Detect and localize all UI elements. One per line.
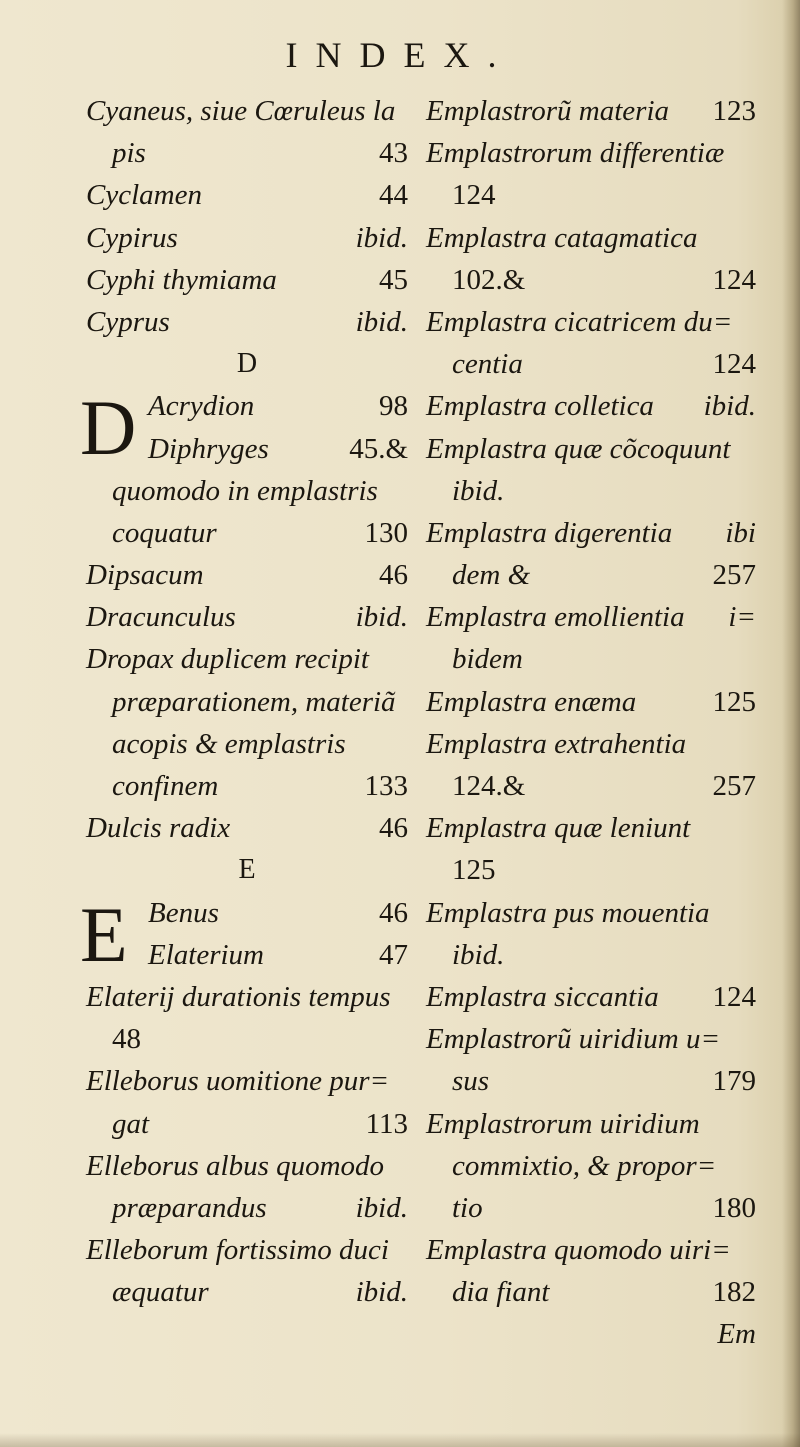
entry-term: Emplastra quomodo uiri= [426,1234,731,1267]
entry-term: ibid. [452,474,505,507]
entry-page: 257 [712,559,756,592]
index-entry [426,1187,756,1229]
entry-term: Emplastra siccantia [426,980,659,1013]
section-heading-e: E [238,854,256,886]
catchword-text: Em [717,1318,756,1351]
entry-term: confinem [112,770,219,802]
entry-term: gat [112,1107,150,1140]
entry-term: ibid. [452,938,505,971]
index-entry [86,976,408,1018]
entry-term: Emplastra cicatricem du= [426,305,733,338]
index-entry [86,259,408,301]
index-entry [86,1229,408,1271]
index-entry [426,892,756,934]
entry-page: 123 [712,95,756,127]
entry-term: dia fiant [452,1276,550,1309]
entry-term: centia [452,348,523,381]
entry-term: Elleborum fortissimo duci [86,1234,389,1267]
entry-page: ibid. [703,390,756,423]
index-entry [86,1103,408,1145]
entry-term: pis [112,137,146,170]
catchword [426,1313,756,1355]
index-entry [426,301,756,343]
entry-term: tio [452,1191,483,1224]
index-entry [86,90,408,132]
index-entry [86,385,408,427]
index-entry [86,638,408,680]
entry-term: 48 [112,1023,141,1056]
index-entry [86,428,408,470]
index-entry [426,428,756,470]
entry-page: 124 [712,980,756,1013]
entry-term: Dulcis radix [86,812,231,845]
index-entry [426,638,756,680]
drop-cap-e: E [80,890,128,978]
index-entry [86,132,408,174]
entry-term: Emplastrorum uiridium [426,1107,700,1140]
index-entry [426,1271,756,1313]
page-header: INDEX. [285,35,515,75]
c-entries [86,90,408,343]
entry-term: Elaterium [148,938,264,971]
index-entry [426,217,756,259]
index-entry [426,554,756,596]
index-entry [426,849,756,891]
entry-page: ibid. [355,1276,408,1309]
entry-term: Emplastra enæma [426,685,637,718]
entry-term: præparationem, materiã [112,685,396,718]
entry-term: Emplastra digerentia [426,516,673,549]
index-entry [426,765,756,807]
e-entries [80,890,408,1314]
entry-term: Emplastra colletica [426,390,654,423]
entry-term: Emplastrorũ materia [426,95,670,127]
entry-page: 46 [379,812,408,845]
entry-page: 46 [379,896,408,929]
index-entry [426,723,756,765]
entry-term: sus [452,1065,490,1098]
entry-page: 130 [364,516,408,549]
entry-term: Diphryges [148,432,269,465]
entry-term: Elaterij durationis tempus [86,980,391,1013]
entry-page: 47 [379,938,408,971]
entry-term: Benus [148,896,219,929]
entry-term: Emplastrorũ uiridium u= [426,1023,721,1056]
entry-term: Dropax duplicem recipit [86,643,369,676]
index-entry [426,934,756,976]
drop-cap-d: D [80,384,137,472]
entry-page: 44 [379,179,408,212]
index-entry [86,174,408,216]
entry-term: coquatur [112,516,217,549]
entry-term: Emplastrorum differentiæ [426,137,725,170]
entry-term: Cyphi thymiama [86,263,277,296]
entry-page: 113 [365,1107,408,1140]
entry-page: ibi [725,516,756,549]
entry-page: 45 [379,263,408,296]
section-heading-d: D [236,348,258,380]
entry-term: commixtio, & propor= [452,1149,717,1182]
entry-term: Emplastra quæ leniunt [426,812,691,845]
entry-term: quomodo in emplastris [112,474,378,507]
entry-page: 124 [712,263,756,296]
entry-page: 133 [364,770,408,802]
index-entry [426,1018,756,1060]
entry-page: ibid. [355,221,408,254]
right-column [426,90,756,1356]
entry-page: 43 [379,137,408,170]
entry-page: i= [728,601,756,634]
entry-page: 180 [712,1191,756,1224]
entry-page: ibid. [355,1191,408,1224]
left-column [80,90,408,1313]
index-entry [426,596,756,638]
entry-term: dem & [452,559,531,592]
entry-page: 45.& [349,432,408,465]
index-entry [426,1229,756,1271]
index-entry [86,217,408,259]
index-entry [86,1018,408,1060]
index-entry [426,174,756,216]
index-entry [426,976,756,1018]
entry-term: Emplastra catagmatica [426,221,698,254]
entry-term: Elleborus uomitione pur= [86,1065,390,1098]
entry-term: æquatur [112,1276,209,1309]
entry-term: Emplastra emollientia [426,601,685,634]
entry-term: Cyprus [86,305,170,338]
index-entry [86,554,408,596]
index-entry [426,90,756,132]
entry-term: 124 [452,179,496,212]
index-entry [426,343,756,385]
index-entry [426,1145,756,1187]
entry-term: Cypirus [86,221,178,254]
index-entry [426,259,756,301]
index-entry [86,470,408,512]
index-entry [86,512,408,554]
entry-page: 125 [712,685,756,718]
entry-term: acopis & emplastris [112,727,346,760]
index-entry [86,934,408,976]
entry-term: Dracunculus [86,601,236,634]
index-entry [86,723,408,765]
entry-page: 124 [712,348,756,381]
index-entry [86,596,408,638]
index-entry [86,765,408,807]
index-entry [86,301,408,343]
index-entry [426,1103,756,1145]
index-entry [426,470,756,512]
entry-term: bidem [452,643,523,676]
entry-page: 179 [712,1065,756,1098]
entry-term: Elleborus albus quomodo [86,1149,385,1182]
page-edge-shadow [782,0,800,1447]
entry-term: Emplastra quæ cõcoquunt [426,432,731,465]
entry-term: Emplastra pus mouentia [426,896,710,929]
index-entry [426,807,756,849]
entry-term: Dipsacum [86,559,204,592]
page-bottom-shadow [0,1433,800,1447]
index-entry [86,1187,408,1229]
entry-page: 98 [379,390,408,423]
entry-term: 102.& [452,263,526,296]
index-entry [426,385,756,427]
d-entries [80,384,408,849]
index-entry [86,1145,408,1187]
index-entry [86,1060,408,1102]
index-entry [86,807,408,849]
entry-page: 257 [712,770,756,802]
entry-page: 182 [712,1276,756,1309]
entry-term: Emplastra extrahentia [426,727,687,760]
entry-term: 125 [452,854,496,887]
entry-term: præparandus [112,1191,267,1224]
entry-page: ibid. [355,601,408,634]
index-entry [426,512,756,554]
index-entry [426,1060,756,1102]
entry-term: 124.& [452,770,526,802]
entry-page: ibid. [355,305,408,338]
entry-page: 46 [379,559,408,592]
entry-term: Cyaneus, siue Cœruleus la [86,95,396,127]
index-entry [86,681,408,723]
index-entry [86,892,408,934]
entry-term: Cyclamen [86,179,202,212]
index-entry [426,132,756,174]
index-entry [426,681,756,723]
index-entry [86,1271,408,1313]
entry-term: Acrydion [148,390,255,423]
